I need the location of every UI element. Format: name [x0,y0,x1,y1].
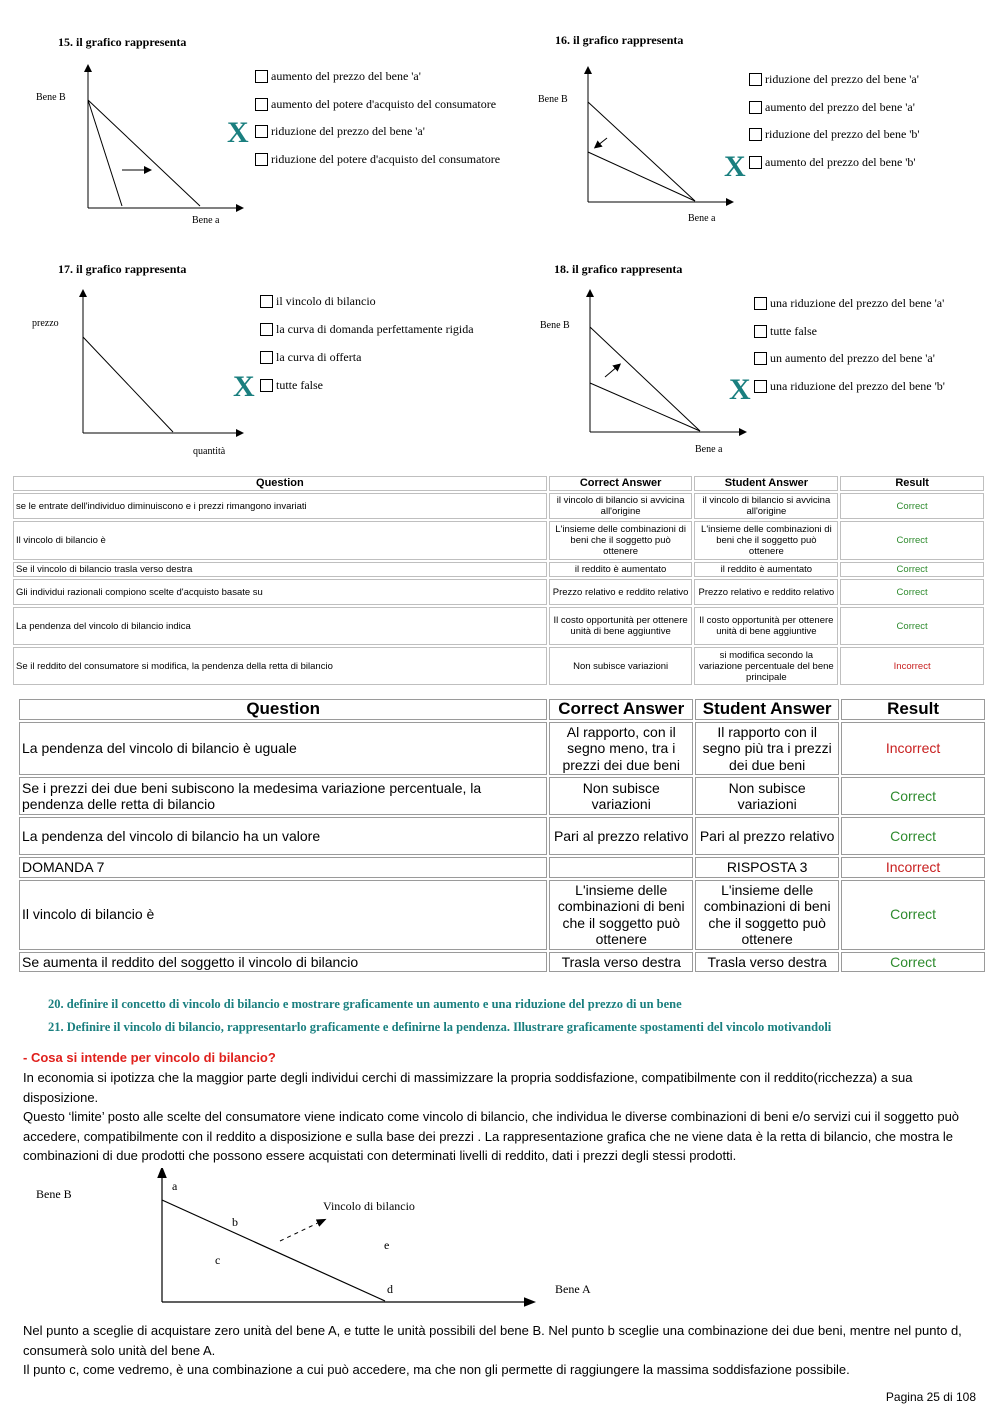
q16-option-4[interactable]: aumento del prezzo del bene 'b' [749,155,916,170]
point-b: b [232,1215,238,1229]
q18-option-1[interactable]: una riduzione del prezzo del bene 'a' [754,296,944,311]
table-row [13,607,984,645]
cell-result: Correct [840,521,984,560]
table-row [19,857,985,878]
q15-option-1[interactable]: aumento del prezzo del bene 'a' [255,69,421,84]
table-row [19,952,985,973]
checkbox[interactable] [260,379,273,392]
results-table-2 [17,697,987,974]
table-row [13,521,984,560]
q17-answer-mark: X [233,370,255,403]
paragraph-3: Nel punto a sceglie di acquistare zero unità del bene A, e tutte le unità possibili del bene B. Nel punto b sceglie una combinazione dei due beni, mentre nel punto d, consumerà solo unità del bene A. [23,1323,962,1358]
checkbox[interactable] [749,73,762,86]
q17-x-label: quantità [193,446,226,457]
cell-student-answer: Il rapporto con il segno più tra i prezzi dei due beni [695,722,839,776]
header-result: Result [841,699,985,720]
q18-y-label: Bene B [540,320,570,331]
cell-result: Incorrect [841,857,985,878]
cell-student-answer: Il costo opportunità per ottenere unità di bene aggiuntive [694,607,838,645]
cell-question: Se il reddito del consumatore si modifica, la pendenza della retta di bilancio [13,647,547,685]
cell-correct-answer: Il costo opportunità per ottenere unità di bene aggiuntive [549,607,693,645]
point-c: c [215,1253,221,1267]
checkbox[interactable] [260,323,273,336]
q16-option-2[interactable]: aumento del prezzo del bene 'a' [749,100,915,115]
q15-option-2[interactable]: aumento del potere d'acquisto del consumatore [255,97,496,112]
q15-option-4[interactable]: riduzione del potere d'acquisto del consumatore [255,152,500,167]
q18-x-label: Bene a [695,444,723,455]
diagram-y-label: Bene B [36,1187,72,1201]
table-row [19,722,985,776]
cell-student-answer: L'insieme delle combinazioni di beni che il soggetto può ottenere [694,521,838,560]
cell-result: Incorrect [841,722,985,776]
cell-result: Correct [841,777,985,815]
checkbox[interactable] [255,125,268,138]
q17-title: 17. il grafico rappresenta [58,262,187,276]
q17-option-3[interactable]: la curva di offerta [260,350,361,365]
checkbox[interactable] [749,101,762,114]
checkbox[interactable] [260,295,273,308]
cell-question: Il vincolo di bilancio è [13,521,547,560]
cell-result: Correct [841,952,985,973]
checkbox[interactable] [260,351,273,364]
header-student-answer: Student Answer [695,699,839,720]
cell-student-answer: Prezzo relativo e reddito relativo [694,579,838,605]
section-heading: - Cosa si intende per vincolo di bilancio? [23,1050,276,1065]
checkbox[interactable] [754,297,767,310]
cell-correct-answer: Pari al prezzo relativo [549,817,693,855]
table-row [13,562,984,577]
cell-result: Correct [840,562,984,577]
q18-answer-mark: X [729,373,751,406]
checkbox[interactable] [749,156,762,169]
q18-graph [535,285,750,460]
cell-result: Correct [840,579,984,605]
q15-y-label: Bene B [36,92,66,103]
cell-correct-answer: Prezzo relativo e reddito relativo [549,579,693,605]
diagram-line-label: Vincolo di bilancio [323,1199,415,1213]
q17-graph [30,285,245,460]
cell-correct-answer: il vincolo di bilancio si avvicina all'origine [549,493,693,519]
q17-option-1[interactable]: il vincolo di bilancio [260,294,376,309]
q15-title: 15. il grafico rappresenta [58,35,187,49]
cell-correct-answer: Trasla verso destra [549,952,693,973]
cell-question: La pendenza del vincolo di bilancio indica [13,607,547,645]
budget-constraint-diagram [30,1168,610,1313]
cell-result: Correct [841,817,985,855]
q18-option-2[interactable]: tutte false [754,324,817,339]
q16-option-3[interactable]: riduzione del prezzo del bene 'b' [749,127,920,142]
cell-result: Correct [841,880,985,950]
cell-result: Incorrect [840,647,984,685]
q16-answer-mark: X [724,150,746,183]
page-number: Pagina 25 di 108 [885,1390,976,1404]
cell-student-answer: si modifica secondo la variazione percentuale del bene principale [694,647,838,685]
point-d: d [387,1282,393,1296]
cell-question: Se i prezzi dei due beni subiscono la medesima variazione percentuale, la pendenza delle retta di bilancio [19,777,547,815]
point-e: e [384,1238,390,1252]
q16-x-label: Bene a [688,213,716,224]
paragraph-1: In economia si ipotizza che la maggior parte degli individui cerchi di massimizzare la propria soddisfazione, compatibilmente con il reddito(ricchezza) a sua disposizione. [23,1070,913,1105]
checkbox[interactable] [255,98,268,111]
cell-student-answer: RISPOSTA 3 [695,857,839,878]
q15-graph [30,60,245,230]
cell-student-answer: il reddito è aumentato [694,562,838,577]
paragraph-4: Il punto c, come vedremo, è una combinazione a cui può accedere, ma che non gli permette di raggiungere la massima soddisfazione possibile. [23,1362,850,1377]
table-row [13,647,984,685]
cell-question: Gli individui razionali compiono scelte d'acquisto basate su [13,579,547,605]
checkbox[interactable] [754,325,767,338]
cell-correct-answer: Al rapporto, con il segno meno, tra i prezzi dei due beni [549,722,693,776]
table-row [13,579,984,605]
table-row [13,493,984,519]
checkbox[interactable] [255,70,268,83]
header-student-answer: Student Answer [694,476,838,491]
question-20: 20. definire il concetto di vincolo di bilancio e mostrare graficamente un aumento e una riduzione del prezzo di un bene [48,997,682,1011]
question-21: 21. Definire il vincolo di bilancio, rappresentarlo graficamente e definirne la pendenza. Illustrare graficamente spostamenti del vincolo motivandoli [48,1020,832,1034]
cell-student-answer: Pari al prezzo relativo [695,817,839,855]
table-row [19,817,985,855]
q16-graph [535,60,745,230]
header-correct-answer: Correct Answer [549,476,693,491]
cell-student-answer: Trasla verso destra [695,952,839,973]
cell-question: La pendenza del vincolo di bilancio è uguale [19,722,547,776]
cell-question: se le entrate dell'individuo diminuiscono e i prezzi rimangono invariati [13,493,547,519]
table-row [19,880,985,950]
cell-student-answer: L'insieme delle combinazioni di beni che il soggetto può ottenere [695,880,839,950]
checkbox[interactable] [754,380,767,393]
point-a: a [172,1179,178,1193]
diagram-x-label: Bene A [555,1282,591,1296]
cell-question: Se il vincolo di bilancio trasla verso destra [13,562,547,577]
cell-student-answer: Non subisce variazioni [695,777,839,815]
paragraph-2: Questo ‘limite’ posto alle scelte del consumatore viene indicato come vincolo di bilancio, che individua le diverse combinazioni di beni e/o servizi cui il soggetto può accedere, compatibilmente con il reddito a disposizione e sulla base dei prezzi . La rappresentazione grafica che ne viene data è la retta di bilancio, che mostra le combinazioni di due prodotti che possono essere acquistati con determinati livelli di reddito, dati i prezzi degli stessi prodotti. [23,1109,960,1163]
header-result: Result [840,476,984,491]
cell-question: Se aumenta il reddito del soggetto il vincolo di bilancio [19,952,547,973]
cell-correct-answer [549,857,693,878]
header-question: Question [19,699,547,720]
q17-option-4[interactable]: tutte false [260,378,323,393]
checkbox[interactable] [749,128,762,141]
cell-question: La pendenza del vincolo di bilancio ha un valore [19,817,547,855]
table-header-row [19,699,985,720]
cell-correct-answer: il reddito è aumentato [549,562,693,577]
cell-question: DOMANDA 7 [19,857,547,878]
q15-option-3[interactable]: riduzione del prezzo del bene 'a' [255,124,425,139]
cell-student-answer: il vincolo di bilancio si avvicina all'origine [694,493,838,519]
cell-correct-answer: L'insieme delle combinazioni di beni che il soggetto può ottenere [549,880,693,950]
q15-answer-mark: X [227,116,249,149]
q16-y-label: Bene B [538,94,568,105]
q17-y-label: prezzo [32,318,59,329]
cell-correct-answer: Non subisce variazioni [549,777,693,815]
cell-correct-answer: Non subisce variazioni [549,647,693,685]
header-correct-answer: Correct Answer [549,699,693,720]
q16-title: 16. il grafico rappresenta [555,33,684,47]
checkbox[interactable] [754,352,767,365]
q17-option-2[interactable]: la curva di domanda perfettamente rigida [260,322,474,337]
cell-correct-answer: L'insieme delle combinazioni di beni che il soggetto può ottenere [549,521,693,560]
checkbox[interactable] [255,153,268,166]
table-header-row [13,476,984,491]
results-table-1 [11,474,986,687]
q15-x-label: Bene a [192,215,220,226]
q18-title: 18. il grafico rappresenta [554,262,683,276]
cell-result: Correct [840,493,984,519]
header-question: Question [13,476,547,491]
q16-option-1[interactable]: riduzione del prezzo del bene 'a' [749,72,919,87]
q18-option-4[interactable]: una riduzione del prezzo del bene 'b' [754,379,945,394]
cell-question: Il vincolo di bilancio è [19,880,547,950]
cell-result: Correct [840,607,984,645]
table-row [19,777,985,815]
q18-option-3[interactable]: un aumento del prezzo del bene 'a' [754,351,935,366]
